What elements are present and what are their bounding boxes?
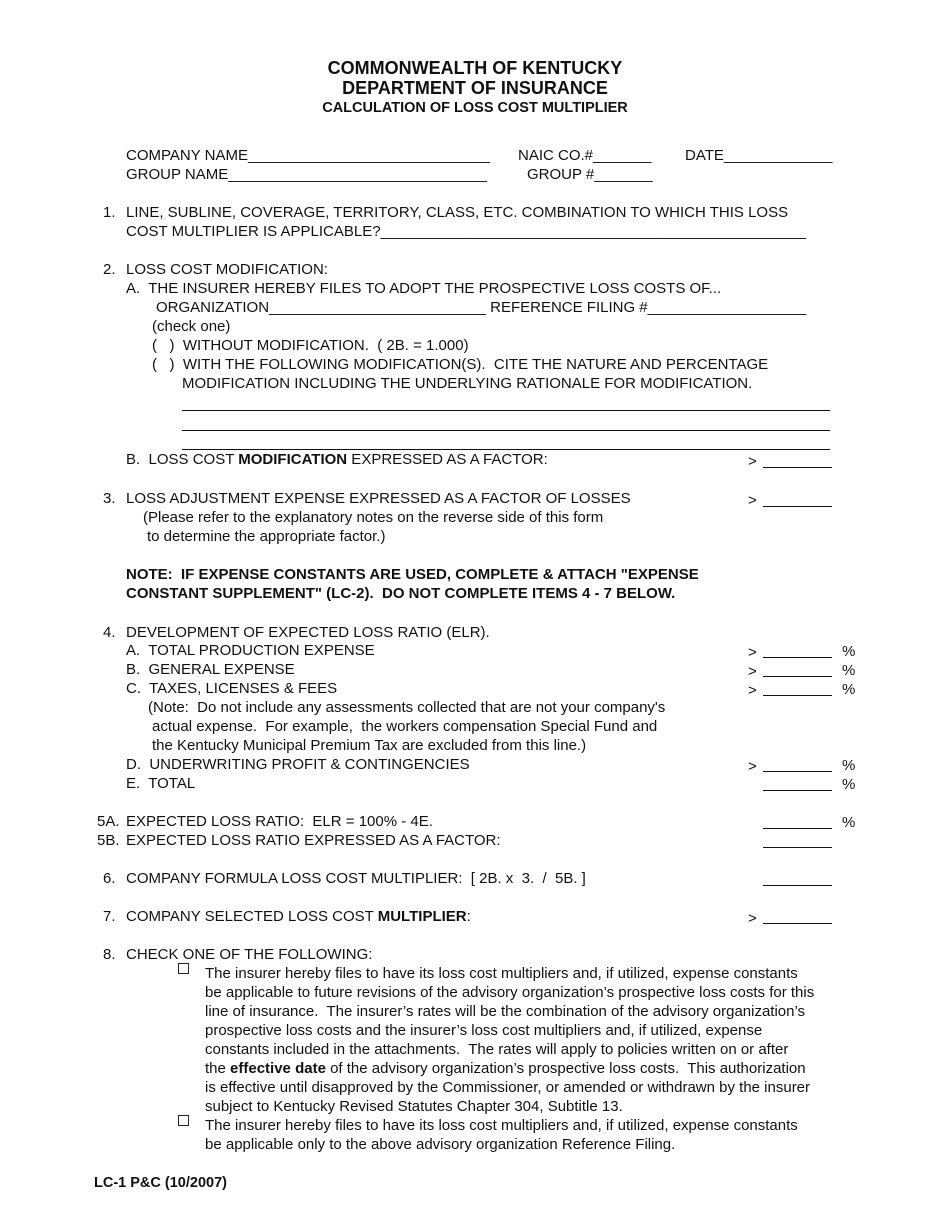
item-3-note-2: to determine the appropriate factor.) bbox=[147, 528, 386, 545]
option-1-line-6: the effective date of the advisory organization’s prospective loss costs. This authorization bbox=[205, 1060, 806, 1077]
item-4c-blank[interactable] bbox=[763, 695, 832, 696]
company-name-field[interactable]: COMPANY NAME_____________________________ bbox=[126, 147, 490, 164]
option-2-line-2: be applicable only to the above advisory organization Reference Filing. bbox=[205, 1136, 676, 1153]
group-name-field[interactable]: GROUP NAME_______________________________ bbox=[126, 166, 487, 183]
item-4c-note-3: the Kentucky Municipal Premium Tax are excluded from this line.) bbox=[152, 737, 587, 754]
option-1-line-3: line of insurance. The insurer’s rates will be the combination of the advisory organization’s bbox=[205, 1003, 806, 1020]
item-7-blank[interactable] bbox=[763, 923, 832, 924]
header-title-2: DEPARTMENT OF INSURANCE bbox=[342, 78, 608, 98]
item-5a-label: EXPECTED LOSS RATIO: ELR = 100% - 4E. bbox=[126, 813, 433, 830]
percent-sign: % bbox=[842, 643, 856, 660]
date-field[interactable]: DATE_____________ bbox=[685, 147, 833, 164]
item-5a-number: 5A. bbox=[97, 813, 120, 830]
arrow-marker: > bbox=[748, 453, 757, 470]
arrow-marker: > bbox=[748, 682, 757, 699]
percent-sign: % bbox=[842, 776, 856, 793]
item-6-number: 6. bbox=[103, 870, 116, 887]
item-1-text-1: LINE, SUBLINE, COVERAGE, TERRITORY, CLASS, ETC. COMBINATION TO WHICH THIS LOSS bbox=[126, 204, 789, 221]
item-1-number: 1. bbox=[103, 204, 116, 221]
arrow-marker: > bbox=[748, 910, 757, 927]
future-revisions-checkbox[interactable] bbox=[178, 963, 189, 974]
modification-rationale-line-1[interactable] bbox=[182, 410, 830, 411]
item-5b-label: EXPECTED LOSS RATIO EXPRESSED AS A FACTOR: bbox=[126, 832, 501, 849]
item-5a-blank[interactable] bbox=[763, 828, 832, 829]
item-7-number: 7. bbox=[103, 908, 116, 925]
item-3-note-1: (Please refer to the explanatory notes on the reverse side of this form bbox=[143, 509, 604, 526]
item-4d-blank[interactable] bbox=[763, 771, 832, 772]
item-4c-note-1: (Note: Do not include any assessments collected that are not your company's bbox=[148, 699, 666, 716]
percent-sign: % bbox=[842, 757, 856, 774]
item-8-title: CHECK ONE OF THE FOLLOWING: bbox=[126, 946, 373, 963]
item-4e-blank[interactable] bbox=[763, 790, 832, 791]
group-number-field[interactable]: GROUP #_______ bbox=[527, 166, 653, 183]
item-1-text-2[interactable]: COST MULTIPLIER IS APPLICABLE?___________________________________________________ bbox=[126, 223, 806, 240]
option-2-line-1: The insurer hereby files to have its loss cost multipliers and, if utilized, expense constants bbox=[205, 1117, 798, 1134]
with-modification-option[interactable]: ( ) WITH THE FOLLOWING MODIFICATION(S). CITE THE NATURE AND PERCENTAGE bbox=[152, 356, 769, 373]
option-1-line-5: constants included in the attachments. The rates will apply to policies written on or after bbox=[205, 1041, 789, 1058]
item-3-blank[interactable] bbox=[763, 506, 832, 507]
item-2b-label: B. LOSS COST MODIFICATION EXPRESSED AS A FACTOR: bbox=[126, 451, 548, 468]
option-1-line-4: prospective loss costs and the insurer’s loss cost multipliers and, if utilized, expense bbox=[205, 1022, 763, 1039]
option-1-line-7: is effective until disapproved by the Commissioner, or amended or withdrawn by the insurer bbox=[205, 1079, 811, 1096]
item-2-title: LOSS COST MODIFICATION: bbox=[126, 261, 328, 278]
item-4e-label: E. TOTAL bbox=[126, 775, 196, 792]
note-line-2: CONSTANT SUPPLEMENT" (LC-2). DO NOT COMPLETE ITEMS 4 - 7 BELOW. bbox=[126, 585, 676, 602]
item-3-text: LOSS ADJUSTMENT EXPENSE EXPRESSED AS A FACTOR OF LOSSES bbox=[126, 490, 631, 507]
item-4d-label: D. UNDERWRITING PROFIT & CONTINGENCIES bbox=[126, 756, 470, 773]
header-title-3: CALCULATION OF LOSS COST MULTIPLIER bbox=[322, 100, 628, 116]
note-line-1: NOTE: IF EXPENSE CONSTANTS ARE USED, COMPLETE & ATTACH "EXPENSE bbox=[126, 566, 699, 583]
option-1-line-2: be applicable to future revisions of the advisory organization’s prospective loss costs for this bbox=[205, 984, 815, 1001]
item-4b-label: B. GENERAL EXPENSE bbox=[126, 661, 295, 678]
item-5b-number: 5B. bbox=[97, 832, 120, 849]
organization-field[interactable]: ORGANIZATION__________________________ REFERENCE FILING #___________________ bbox=[156, 299, 807, 316]
without-modification-option[interactable]: ( ) WITHOUT MODIFICATION. ( 2B. = 1.000) bbox=[152, 337, 469, 354]
arrow-marker: > bbox=[748, 663, 757, 680]
item-2b-blank[interactable] bbox=[763, 467, 832, 468]
item-4-number: 4. bbox=[103, 624, 116, 641]
modification-rationale-line-3[interactable] bbox=[182, 449, 830, 450]
item-6-blank[interactable] bbox=[763, 885, 832, 886]
item-7-label: COMPANY SELECTED LOSS COST MULTIPLIER: bbox=[126, 908, 471, 925]
item-4a-label: A. TOTAL PRODUCTION EXPENSE bbox=[126, 642, 375, 659]
modification-rationale-line-2[interactable] bbox=[182, 430, 830, 431]
check-one-label: (check one) bbox=[152, 318, 231, 335]
percent-sign: % bbox=[842, 681, 856, 698]
option-1-line-1: The insurer hereby files to have its loss cost multipliers and, if utilized, expense constants bbox=[205, 965, 798, 982]
item-4a-blank[interactable] bbox=[763, 657, 832, 658]
arrow-marker: > bbox=[748, 644, 757, 661]
item-4-title: DEVELOPMENT OF EXPECTED LOSS RATIO (ELR). bbox=[126, 624, 490, 641]
naic-field[interactable]: NAIC CO.#_______ bbox=[518, 147, 652, 164]
with-modification-text: MODIFICATION INCLUDING THE UNDERLYING RATIONALE FOR MODIFICATION. bbox=[182, 375, 753, 392]
header-title-1: COMMONWEALTH OF KENTUCKY bbox=[327, 58, 623, 78]
option-1-line-8: subject to Kentucky Revised Statutes Chapter 304, Subtitle 13. bbox=[205, 1098, 623, 1115]
percent-sign: % bbox=[842, 662, 856, 679]
item-4b-blank[interactable] bbox=[763, 676, 832, 677]
item-8-number: 8. bbox=[103, 946, 116, 963]
item-4c-label: C. TAXES, LICENSES & FEES bbox=[126, 680, 338, 697]
item-4c-note-2: actual expense. For example, the workers compensation Special Fund and bbox=[152, 718, 658, 735]
form-id: LC-1 P&C (10/2007) bbox=[94, 1175, 227, 1191]
item-2-number: 2. bbox=[103, 261, 116, 278]
item-2a-text: A. THE INSURER HEREBY FILES TO ADOPT THE PROSPECTIVE LOSS COSTS OF... bbox=[126, 280, 722, 297]
item-3-number: 3. bbox=[103, 490, 116, 507]
arrow-marker: > bbox=[748, 758, 757, 775]
item-5b-blank[interactable] bbox=[763, 847, 832, 848]
reference-filing-checkbox[interactable] bbox=[178, 1115, 189, 1126]
item-6-label: COMPANY FORMULA LOSS COST MULTIPLIER: [ 2B. x 3. / 5B. ] bbox=[126, 870, 586, 887]
arrow-marker: > bbox=[748, 492, 757, 509]
percent-sign: % bbox=[842, 814, 856, 831]
